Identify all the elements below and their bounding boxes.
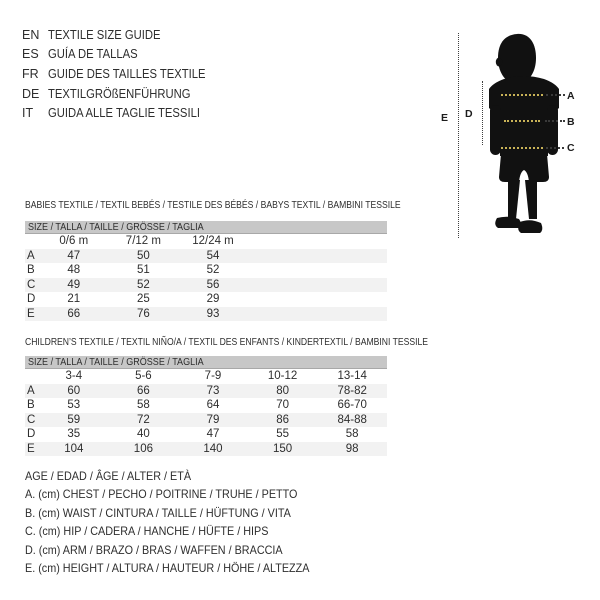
table-row [25, 427, 387, 442]
column-header: 10-12 [267, 370, 298, 382]
cell: 40 [136, 428, 150, 440]
cell: 84-88 [337, 413, 367, 426]
column-header: 7/12 m [125, 235, 161, 247]
cell: 106 [133, 442, 153, 455]
cell: 66 [67, 307, 81, 320]
table-row [25, 398, 387, 413]
language-code: ES [22, 47, 39, 62]
cell: 47 [206, 428, 220, 440]
babies-size-table [25, 234, 387, 321]
cell: 35 [67, 428, 81, 440]
table-row [25, 278, 387, 293]
table-row [25, 442, 387, 457]
language-code: IT [22, 106, 34, 121]
cell: 25 [136, 293, 150, 305]
language-label: TEXTILE SIZE GUIDE [48, 27, 161, 42]
language-row-es [22, 45, 223, 65]
hip-leader-line-c [546, 147, 564, 149]
babies-section-title: BABIES TEXTILE / TEXTIL BEBÉS / TESTILE DES BÉBÉS / BABYS TEXTIL / BAMBINI TESSILE [25, 199, 401, 211]
language-row-fr [22, 64, 223, 84]
children-section-title: CHILDREN’S TEXTILE / TEXTIL NIÑO/A / TEXTIL DES ENFANTS / KINDERTEXTIL / BAMBINI TESSILE [25, 336, 429, 348]
waist-measure-line-b [504, 120, 540, 122]
cell: 72 [136, 413, 150, 426]
row-label: D [27, 428, 36, 440]
cell [248, 249, 318, 264]
cell: 93 [206, 307, 220, 320]
row-label: D [27, 293, 36, 305]
table-row [25, 413, 387, 428]
row-label: C [27, 278, 36, 291]
table-row [25, 249, 387, 264]
column-header: 0/6 m [59, 235, 89, 247]
cell: 80 [276, 384, 289, 397]
table-row [25, 263, 387, 278]
cell: 70 [276, 399, 289, 411]
language-code: EN [22, 27, 40, 42]
cell: 98 [345, 442, 359, 455]
language-label: TEXTILGRÖßENFÜHRUNG [48, 86, 191, 101]
cell: 47 [67, 249, 81, 262]
legend-item-chest: A. (cm) CHEST / PECHO / POITRINE / TRUHE / PETTO [25, 487, 298, 502]
marker-c-hip: C [567, 142, 575, 154]
cell: 140 [203, 442, 223, 455]
legend-title: AGE / EDAD / ÂGE / ALTER / ETÀ [25, 469, 192, 483]
arm-measure-line-d [482, 81, 483, 145]
cell [317, 292, 387, 307]
cell: 54 [206, 249, 220, 262]
hip-measure-line-c [501, 147, 543, 149]
cell: 29 [206, 293, 220, 305]
babies-column-header-row [25, 234, 387, 249]
cell: 64 [206, 399, 220, 411]
measurement-legend [25, 467, 341, 577]
row-label: E [27, 442, 35, 455]
cell [317, 307, 387, 322]
babies-size-header-bar: SIZE / TALLA / TAILLE / GRÖSSE / TAGLIA [25, 221, 387, 234]
children-column-header-row [25, 369, 387, 384]
marker-d-arm: D [465, 108, 473, 120]
cell: 73 [206, 384, 220, 397]
table-row [25, 292, 387, 307]
cell: 56 [206, 278, 220, 291]
cell: 58 [136, 399, 150, 411]
cell [248, 278, 318, 293]
cell: 51 [136, 264, 150, 276]
waist-leader-line-b [545, 120, 565, 122]
cell: 104 [64, 442, 84, 455]
marker-e-height: E [441, 112, 449, 124]
cell: 53 [67, 399, 81, 411]
column-header [248, 234, 318, 249]
cell [248, 307, 318, 322]
cell: 48 [67, 264, 81, 276]
column-header: 3-4 [65, 370, 83, 382]
column-header: 7-9 [204, 370, 222, 382]
cell: 66 [136, 384, 150, 397]
row-label: A [27, 384, 35, 397]
row-label: C [27, 413, 36, 426]
cell: 52 [136, 278, 150, 291]
cell: 60 [67, 384, 81, 397]
cell: 55 [276, 428, 289, 440]
row-label: A [27, 249, 35, 262]
marker-a-chest: A [567, 90, 575, 102]
language-label: GUIDE DES TAILLES TEXTILE [48, 66, 206, 81]
row-label: E [27, 307, 35, 320]
table-row [25, 307, 387, 322]
language-code: DE [22, 86, 40, 101]
language-label: GUÍA DE TALLAS [48, 47, 138, 62]
language-label: GUIDA ALLE TAGLIE TESSILI [48, 106, 200, 121]
language-row-en [22, 25, 223, 45]
cell: 79 [206, 413, 220, 426]
column-header: 12/24 m [192, 235, 234, 247]
language-list [22, 25, 223, 123]
cell: 50 [136, 249, 150, 262]
cell: 150 [273, 442, 293, 455]
column-header: 13-14 [337, 370, 367, 382]
language-code: FR [22, 66, 39, 81]
cell [248, 292, 318, 307]
cell [317, 278, 387, 293]
row-label: B [27, 399, 35, 411]
children-size-header-bar: SIZE / TALLA / TAILLE / GRÖSSE / TAGLIA [25, 356, 387, 369]
cell: 59 [67, 413, 81, 426]
legend-item-height: E. (cm) HEIGHT / ALTURA / HAUTEUR / HÖHE / ALTEZZA [25, 560, 310, 575]
cell: 76 [136, 307, 150, 320]
cell: 21 [67, 293, 81, 305]
marker-b-waist: B [567, 116, 575, 128]
cell [317, 263, 387, 278]
legend-item-waist: B. (cm) WAIST / CINTURA / TAILLE / HÜFTUNG / VITA [25, 505, 291, 520]
cell [248, 263, 318, 278]
legend-item-arm: D. (cm) ARM / BRAZO / BRAS / WAFFEN / BRACCIA [25, 542, 283, 557]
column-header: 5-6 [135, 370, 152, 382]
cell: 78-82 [337, 384, 367, 397]
cell [317, 249, 387, 264]
column-header [317, 234, 387, 249]
chest-measure-line-a [501, 94, 543, 96]
cell: 49 [67, 278, 81, 291]
legend-item-hip: C. (cm) HIP / CADERA / HANCHE / HÜFTE / HIPS [25, 524, 269, 539]
chest-leader-line-a [546, 94, 565, 96]
children-size-table [25, 369, 387, 456]
language-row-it [22, 103, 223, 123]
cell: 52 [206, 264, 220, 276]
table-row [25, 384, 387, 399]
row-label: B [27, 264, 35, 276]
cell: 86 [276, 413, 289, 426]
cell: 58 [345, 428, 359, 440]
language-row-de [22, 84, 223, 104]
cell: 66-70 [337, 399, 367, 411]
